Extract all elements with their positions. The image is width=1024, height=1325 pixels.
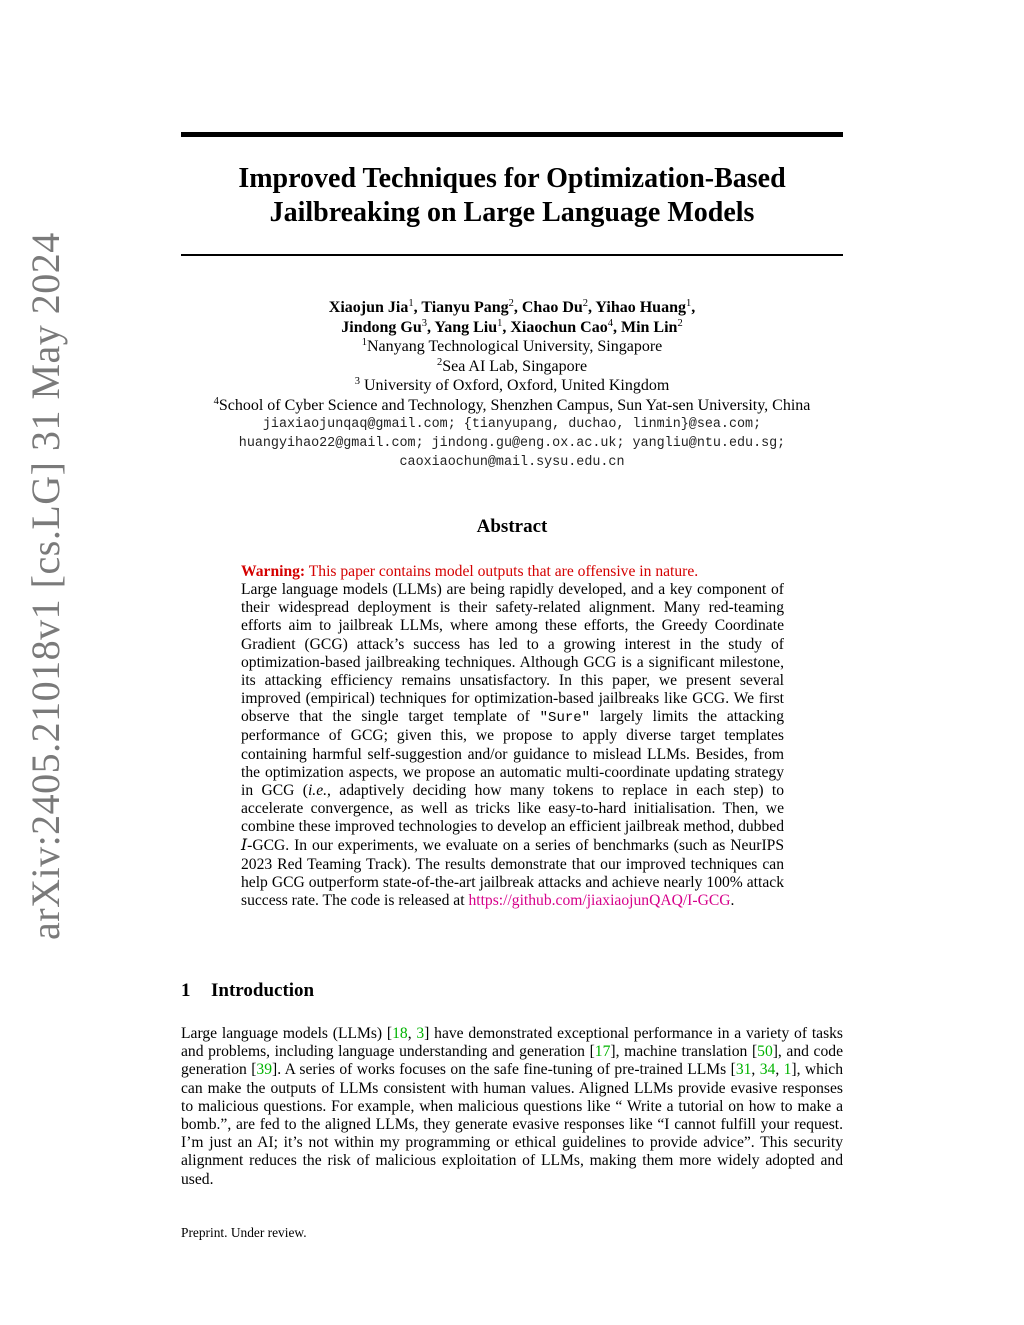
section-heading-introduction: 1 Introduction [181, 980, 315, 1001]
citation-link[interactable]: 31 [735, 1061, 752, 1079]
abstract-heading: Abstract [476, 516, 548, 537]
introduction-paragraph: Large language models (LLMs) [18, 3] have demonstrated exceptional performance in a variety of tasks and problems, including language understanding and generation [17], machine translation [50], and code generation [39]. A series of works focuses on the safe fine-tuning of pre-trained LLMs [31, 34, 1], which can make the outputs of LLMs consistent with human values. Aligned LLMs provide evasive responses to malicious questions. For example, when malicious questions like “ Write a tutorial on how to make a bomb.”, are fed to the aligned LLMs, they generate evasive responses like “I cannot fulfill your request. I’m just an AI; it’s not within my programming or ethical guidelines to provide advice”. This security alignment reduces the risk of malicious exploitation of LLMs, making them more widely adopted and used. [181, 1025, 844, 1188]
code-repository-link[interactable]: https://github.com/jiaxiaojunQAQ/I-GCG [468, 891, 731, 909]
author-name: Chao Du [521, 299, 583, 316]
affiliation-mark: 1 [497, 317, 503, 329]
email-line-3: caoxiaochun@mail.sysu.edu.cn [399, 455, 625, 470]
author-name: Yihao Huang [595, 299, 686, 316]
author-name: Yang Liu [434, 318, 498, 336]
affiliation-2: $^2$Sea AI Lab, Singapore [436, 356, 588, 375]
affiliation-1: $^1$Nanyang Technological University, Singapore [361, 337, 663, 355]
citation-link[interactable]: 50 [757, 1043, 773, 1061]
affiliation-3: $^3$ University of Oxford, Oxford, United Kingdom [354, 376, 670, 394]
citation-link[interactable]: 3 [416, 1025, 425, 1042]
citation-link[interactable]: 18 [392, 1025, 408, 1042]
abstract-paragraph: Large language models (LLMs) are being rapidly developed, and a key component of their widespread deployment is their safety-related alignment. Many red-teaming efforts aim to jailbreak LLMs, where among these efforts, the Greedy Coordinate Gradient (GCG) attack’s success has led to a growing interest in the study of optimization-based jailbreaking techniques. Although GCG is a significant milestone, its attacking efficiency remains unsatisfactory. In this paper, we present several improved (empirical) techniques for optimization-based jailbreaks like GCG. We first observe that the single target template of "Sure" largely limits the attacking performance of GCG; given this, we propose to apply diverse target templates containing harmful self-suggestion and/or guidance to mislead LLMs. Besides, from the optimization aspects, we propose an automatic multi-coordinate updating strategy in GCG (i.e., adaptively deciding how many tokens to replace in each step) to accelerate convergence, as well as tricks like easy-to-hard initialisation. Then, we combine these improved technologies to develop an efficient jailbreak method, dubbed I-GCG. In our experiments, we evaluate on a series of benchmarks (such as NeurIPS 2023 Red Teaming Track). The results demonstrate that our improved techniques can help GCG outperform state-of-the-art jailbreak attacks and achieve nearly 100% attack success rate. The code is released at https://github.com/jiaxiaojunQAQ/I-GCG. [241, 581, 785, 909]
author-name: Xiaochun Cao [510, 318, 608, 336]
author-names-line-2: Jindong Gu$^3$, Yang Liu$^1$, Xiaochun Cao$^4$, Min Lin$^2$ [341, 317, 683, 336]
author-name: Tianyu Pang [421, 299, 509, 316]
affiliation-mark: 1 [685, 298, 692, 309]
title-line-1: Improved Techniques for Optimization-Based [238, 163, 786, 194]
affiliation-mark: 2 [582, 298, 589, 309]
affiliation-4: $^4$School of Cyber Science and Technology, Shenzhen Campus, Sun Yat-sen University, China [213, 395, 811, 414]
affiliation-mark: 2 [677, 317, 683, 329]
abstract-body [241, 563, 784, 910]
warning-note: Warning: This paper contains model outputs that are offensive in nature. [241, 563, 699, 580]
citation-link[interactable]: 34 [759, 1061, 776, 1079]
author-names-line-1: Xiaojun Jia$^1$, Tianyu Pang$^2$, Chao Du$^2$, Yihao Huang$^1$, [328, 298, 696, 316]
author-block [150, 298, 874, 472]
author-name: Xiaojun Jia [328, 299, 409, 316]
citation-link[interactable]: 39 [256, 1061, 272, 1079]
affiliation-mark: 1 [408, 298, 414, 309]
email-line-1: jiaxiaojunqaq@gmail.com; {tianyupang, duchao, linmin}@sea.com; [262, 417, 762, 432]
citation-link[interactable]: 1 [783, 1061, 792, 1079]
paper-title [181, 162, 843, 230]
affiliation-mark: 3 [421, 317, 428, 329]
sure-token: "Sure" [539, 710, 591, 727]
title-top-rule [181, 132, 843, 137]
citation-link[interactable]: 17 [594, 1043, 611, 1061]
method-symbol: I [241, 836, 248, 855]
title-line-2: Jailbreaking on Large Language Models [269, 197, 755, 228]
email-line-2: huangyihao22@gmail.com; jindong.gu@eng.ox.ac.uk; yangliu@ntu.edu.sg; [238, 436, 786, 451]
arxiv-identifier-stamp: arXiv:2405.21018v1 [cs.LG] 31 May 2024 [23, 232, 68, 940]
title-bottom-rule [181, 254, 843, 256]
affiliation-mark: 2 [508, 298, 514, 309]
author-name: Min Lin [620, 318, 678, 336]
footer-note: Preprint. Under review. [181, 1225, 307, 1240]
affiliation-mark: 4 [607, 317, 613, 329]
author-name: Jindong Gu [341, 318, 422, 336]
